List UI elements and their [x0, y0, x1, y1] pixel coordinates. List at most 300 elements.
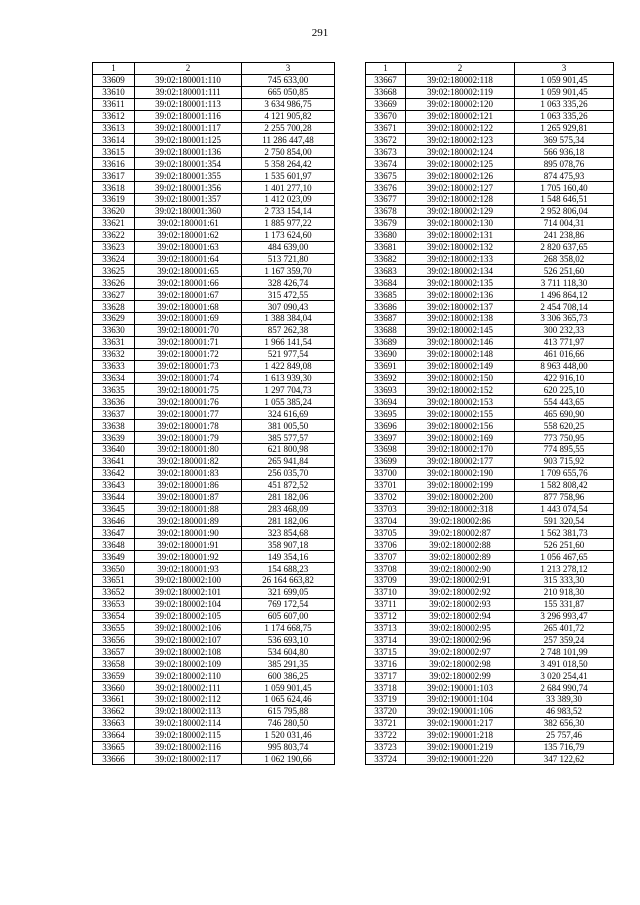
cadastral-number-cell: 39:02:180001:90	[135, 527, 242, 539]
table-row	[366, 622, 614, 634]
row-number-cell: 33670	[366, 110, 406, 122]
row-number-cell: 33644	[93, 491, 135, 503]
cadastral-number-cell: 39:02:180002:169	[406, 432, 515, 444]
cadastral-number-cell: 39:02:180001:357	[135, 193, 242, 205]
table-row	[93, 324, 335, 336]
cadastral-number-cell: 39:02:180002:134	[406, 265, 515, 277]
value-cell: 1 065 624,46	[242, 694, 335, 706]
table-row	[93, 586, 335, 598]
cadastral-number-cell: 39:02:180002:86	[406, 515, 515, 527]
row-number-cell: 33657	[93, 646, 135, 658]
value-cell: 25 757,46	[515, 729, 614, 741]
cadastral-number-cell: 39:02:180002:116	[135, 741, 242, 753]
cadastral-number-cell: 39:02:180002:115	[135, 729, 242, 741]
row-number-cell: 33721	[366, 717, 406, 729]
row-number-cell: 33650	[93, 563, 135, 575]
cadastral-number-cell: 39:02:190001:219	[406, 741, 515, 753]
value-cell: 155 331,87	[515, 598, 614, 610]
table-row	[93, 289, 335, 301]
row-number-cell: 33723	[366, 741, 406, 753]
table-row	[93, 420, 335, 432]
row-number-cell: 33686	[366, 301, 406, 313]
value-cell: 1 063 335,26	[515, 110, 614, 122]
cadastral-number-cell: 39:02:180002:155	[406, 408, 515, 420]
row-number-cell: 33621	[93, 217, 135, 229]
cadastral-number-cell: 39:02:180002:88	[406, 539, 515, 551]
row-number-cell: 33661	[93, 694, 135, 706]
row-number-cell: 33702	[366, 491, 406, 503]
cadastral-number-cell: 39:02:180002:138	[406, 313, 515, 325]
value-cell: 1 562 381,73	[515, 527, 614, 539]
cadastral-number-cell: 39:02:180002:177	[406, 455, 515, 467]
row-number-cell: 33623	[93, 241, 135, 253]
row-number-cell: 33710	[366, 586, 406, 598]
row-number-cell: 33624	[93, 253, 135, 265]
column-header-3: 3	[515, 63, 614, 75]
cadastral-number-cell: 39:02:180002:112	[135, 694, 242, 706]
cadastral-number-cell: 39:02:180002:123	[406, 134, 515, 146]
cadastral-number-cell: 39:02:180001:74	[135, 372, 242, 384]
value-cell: 1 535 601,97	[242, 170, 335, 182]
row-number-cell: 33648	[93, 539, 135, 551]
value-cell: 265 941,84	[242, 455, 335, 467]
table-row	[93, 313, 335, 325]
value-cell: 665 050,85	[242, 86, 335, 98]
value-cell: 11 286 447,48	[242, 134, 335, 146]
cadastral-number-cell: 39:02:180002:87	[406, 527, 515, 539]
row-number-cell: 33610	[93, 86, 135, 98]
row-number-cell: 33617	[93, 170, 135, 182]
cadastral-number-cell: 39:02:180001:64	[135, 253, 242, 265]
table-row	[366, 408, 614, 420]
value-cell: 385 291,35	[242, 658, 335, 670]
table-row	[93, 241, 335, 253]
row-number-cell: 33660	[93, 682, 135, 694]
table-row	[93, 146, 335, 158]
row-number-cell: 33643	[93, 479, 135, 491]
row-number-cell: 33659	[93, 670, 135, 682]
cadastral-number-cell: 39:02:180002:130	[406, 217, 515, 229]
value-cell: 566 936,18	[515, 146, 614, 158]
table-row	[366, 563, 614, 575]
cadastral-number-cell: 39:02:180002:190	[406, 467, 515, 479]
cadastral-number-cell: 39:02:180002:97	[406, 646, 515, 658]
value-cell: 307 090,43	[242, 301, 335, 313]
value-cell: 2 748 101,99	[515, 646, 614, 658]
value-cell: 210 918,30	[515, 586, 614, 598]
row-number-cell: 33609	[93, 74, 135, 86]
cadastral-number-cell: 39:02:180001:83	[135, 467, 242, 479]
value-cell: 1 059 901,45	[515, 86, 614, 98]
cadastral-number-cell: 39:02:180002:119	[406, 86, 515, 98]
cadastral-number-cell: 39:02:180001:116	[135, 110, 242, 122]
row-number-cell: 33679	[366, 217, 406, 229]
table-row	[366, 444, 614, 456]
value-cell: 857 262,38	[242, 324, 335, 336]
value-cell: 281 182,06	[242, 515, 335, 527]
row-number-cell: 33656	[93, 634, 135, 646]
value-cell: 895 078,76	[515, 158, 614, 170]
row-number-cell: 33638	[93, 420, 135, 432]
table-row	[93, 74, 335, 86]
table-row	[93, 205, 335, 217]
cadastral-number-cell: 39:02:180001:76	[135, 396, 242, 408]
cadastral-number-cell: 39:02:180002:104	[135, 598, 242, 610]
value-cell: 358 907,18	[242, 539, 335, 551]
cadastral-number-cell: 39:02:180002:152	[406, 384, 515, 396]
row-number-cell: 33691	[366, 360, 406, 372]
cadastral-number-cell: 39:02:180001:75	[135, 384, 242, 396]
row-number-cell: 33687	[366, 313, 406, 325]
row-number-cell: 33635	[93, 384, 135, 396]
cadastral-number-cell: 39:02:180001:113	[135, 98, 242, 110]
cadastral-number-cell: 39:02:180002:120	[406, 98, 515, 110]
value-cell: 1 548 646,51	[515, 193, 614, 205]
table-row	[93, 277, 335, 289]
row-number-cell: 33695	[366, 408, 406, 420]
value-cell: 1 401 277,10	[242, 182, 335, 194]
table-row	[366, 372, 614, 384]
cadastral-number-cell: 39:02:180002:148	[406, 348, 515, 360]
row-number-cell: 33693	[366, 384, 406, 396]
cadastral-number-cell: 39:02:180002:129	[406, 205, 515, 217]
table-row	[366, 491, 614, 503]
cadastral-number-cell: 39:02:190001:217	[406, 717, 515, 729]
value-cell: 769 172,54	[242, 598, 335, 610]
table-row	[93, 598, 335, 610]
table-row	[93, 658, 335, 670]
row-number-cell: 33653	[93, 598, 135, 610]
table-row	[366, 396, 614, 408]
table-row	[366, 432, 614, 444]
table-row	[366, 313, 614, 325]
value-cell: 3 296 993,47	[515, 610, 614, 622]
row-number-cell: 33717	[366, 670, 406, 682]
table-row	[93, 396, 335, 408]
cadastral-number-cell: 39:02:190001:106	[406, 705, 515, 717]
row-number-cell: 33641	[93, 455, 135, 467]
value-cell: 8 963 448,00	[515, 360, 614, 372]
value-cell: 1 062 190,66	[242, 753, 335, 765]
value-cell: 451 872,52	[242, 479, 335, 491]
cadastral-number-cell: 39:02:180001:91	[135, 539, 242, 551]
cadastral-number-cell: 39:02:180001:72	[135, 348, 242, 360]
row-number-cell: 33646	[93, 515, 135, 527]
table-row	[366, 574, 614, 586]
row-number-cell: 33681	[366, 241, 406, 253]
page-number: 291	[311, 27, 329, 39]
row-number-cell: 33668	[366, 86, 406, 98]
value-cell: 2 820 637,65	[515, 241, 614, 253]
cadastral-number-cell: 39:02:180002:200	[406, 491, 515, 503]
cadastral-number-cell: 39:02:180002:98	[406, 658, 515, 670]
row-number-cell: 33615	[93, 146, 135, 158]
table-row	[93, 110, 335, 122]
table-row	[93, 741, 335, 753]
table-row	[366, 289, 614, 301]
cadastral-number-cell: 39:02:180002:106	[135, 622, 242, 634]
row-number-cell: 33647	[93, 527, 135, 539]
table-row	[93, 265, 335, 277]
cadastral-number-cell: 39:02:180002:107	[135, 634, 242, 646]
row-number-cell: 33697	[366, 432, 406, 444]
value-cell: 33 389,30	[515, 694, 614, 706]
cadastral-number-cell: 39:02:180002:94	[406, 610, 515, 622]
value-cell: 1 709 655,76	[515, 467, 614, 479]
table-row	[366, 265, 614, 277]
value-cell: 1 705 160,40	[515, 182, 614, 194]
table-row	[366, 134, 614, 146]
row-number-cell: 33642	[93, 467, 135, 479]
row-number-cell: 33613	[93, 122, 135, 134]
row-number-cell: 33709	[366, 574, 406, 586]
row-number-cell: 33712	[366, 610, 406, 622]
row-number-cell: 33658	[93, 658, 135, 670]
table-row	[93, 182, 335, 194]
row-number-cell: 33680	[366, 229, 406, 241]
cadastral-number-cell: 39:02:180002:111	[135, 682, 242, 694]
table-row	[366, 634, 614, 646]
cadastral-number-cell: 39:02:180002:100	[135, 574, 242, 586]
cadastral-number-cell: 39:02:180002:121	[406, 110, 515, 122]
table-row	[93, 86, 335, 98]
table-row	[93, 717, 335, 729]
row-number-cell: 33704	[366, 515, 406, 527]
value-cell: 283 468,09	[242, 503, 335, 515]
cadastral-number-cell: 39:02:180002:150	[406, 372, 515, 384]
cadastral-number-cell: 39:02:180002:110	[135, 670, 242, 682]
value-cell: 1 885 977,22	[242, 217, 335, 229]
row-number-cell: 33629	[93, 313, 135, 325]
row-number-cell: 33724	[366, 753, 406, 765]
value-cell: 1 059 901,45	[242, 682, 335, 694]
value-cell: 2 255 700,28	[242, 122, 335, 134]
cadastral-number-cell: 39:02:180001:88	[135, 503, 242, 515]
value-cell: 1 966 141,54	[242, 336, 335, 348]
table-row	[93, 694, 335, 706]
cadastral-number-cell: 39:02:180002:99	[406, 670, 515, 682]
row-number-cell: 33622	[93, 229, 135, 241]
table-row	[366, 658, 614, 670]
value-cell: 2 952 806,04	[515, 205, 614, 217]
cadastral-number-cell: 39:02:180001:80	[135, 444, 242, 456]
row-number-cell: 33700	[366, 467, 406, 479]
cadastral-number-cell: 39:02:180001:62	[135, 229, 242, 241]
row-number-cell: 33696	[366, 420, 406, 432]
value-cell: 1 297 704,73	[242, 384, 335, 396]
value-cell: 558 620,25	[515, 420, 614, 432]
row-number-cell: 33619	[93, 193, 135, 205]
value-cell: 591 320,54	[515, 515, 614, 527]
value-cell: 2 750 854,00	[242, 146, 335, 158]
value-cell: 3 491 018,50	[515, 658, 614, 670]
table-row	[366, 515, 614, 527]
table-row	[366, 682, 614, 694]
value-cell: 465 690,90	[515, 408, 614, 420]
cadastral-number-cell: 39:02:180001:110	[135, 74, 242, 86]
value-cell: 268 358,02	[515, 253, 614, 265]
cadastral-number-cell: 39:02:180002:122	[406, 122, 515, 134]
value-cell: 1 167 359,70	[242, 265, 335, 277]
column-header-3: 3	[242, 63, 335, 75]
table-row	[93, 503, 335, 515]
table-row	[93, 563, 335, 575]
table-row	[93, 193, 335, 205]
cadastral-number-cell: 39:02:180002:117	[135, 753, 242, 765]
value-cell: 369 575,34	[515, 134, 614, 146]
table-row	[366, 217, 614, 229]
table-row	[93, 432, 335, 444]
cadastral-number-cell: 39:02:180002:146	[406, 336, 515, 348]
value-cell: 1 496 864,12	[515, 289, 614, 301]
row-number-cell: 33706	[366, 539, 406, 551]
row-number-cell: 33719	[366, 694, 406, 706]
table-row	[93, 122, 335, 134]
row-number-cell: 33649	[93, 551, 135, 563]
value-cell: 513 721,80	[242, 253, 335, 265]
cadastral-number-cell: 39:02:180001:63	[135, 241, 242, 253]
row-number-cell: 33718	[366, 682, 406, 694]
row-number-cell: 33632	[93, 348, 135, 360]
row-number-cell: 33675	[366, 170, 406, 182]
row-number-cell: 33651	[93, 574, 135, 586]
cadastral-number-cell: 39:02:180002:114	[135, 717, 242, 729]
table-row	[366, 598, 614, 610]
table-row	[93, 539, 335, 551]
table-row	[93, 634, 335, 646]
table-row	[366, 98, 614, 110]
table-row	[93, 574, 335, 586]
table-row	[366, 360, 614, 372]
cadastral-number-cell: 39:02:190001:104	[406, 694, 515, 706]
cadastral-number-cell: 39:02:180001:354	[135, 158, 242, 170]
table-row	[93, 515, 335, 527]
row-number-cell: 33652	[93, 586, 135, 598]
table-row	[93, 753, 335, 765]
value-cell: 315 472,55	[242, 289, 335, 301]
table-row	[366, 455, 614, 467]
table-row	[93, 301, 335, 313]
row-number-cell: 33714	[366, 634, 406, 646]
value-cell: 714 004,31	[515, 217, 614, 229]
row-number-cell: 33711	[366, 598, 406, 610]
column-header-1: 1	[93, 63, 135, 75]
row-number-cell: 33684	[366, 277, 406, 289]
row-number-cell: 33674	[366, 158, 406, 170]
table-row	[93, 444, 335, 456]
value-cell: 315 333,30	[515, 574, 614, 586]
table-row	[366, 479, 614, 491]
row-number-cell: 33677	[366, 193, 406, 205]
column-header-2: 2	[135, 63, 242, 75]
row-number-cell: 33705	[366, 527, 406, 539]
table-row	[93, 229, 335, 241]
row-number-cell: 33708	[366, 563, 406, 575]
row-number-cell: 33634	[93, 372, 135, 384]
table-row	[366, 336, 614, 348]
value-cell: 745 633,00	[242, 74, 335, 86]
table-row	[366, 753, 614, 765]
table-row	[93, 170, 335, 182]
value-cell: 3 711 118,30	[515, 277, 614, 289]
cadastral-number-cell: 39:02:180002:90	[406, 563, 515, 575]
row-number-cell: 33645	[93, 503, 135, 515]
table-row	[93, 360, 335, 372]
row-number-cell: 33672	[366, 134, 406, 146]
value-cell: 1 613 939,30	[242, 372, 335, 384]
row-number-cell: 33663	[93, 717, 135, 729]
value-cell: 1 059 901,45	[515, 74, 614, 86]
cadastral-number-cell: 39:02:180002:89	[406, 551, 515, 563]
cadastral-number-cell: 39:02:180002:101	[135, 586, 242, 598]
value-cell: 521 977,54	[242, 348, 335, 360]
row-number-cell: 33637	[93, 408, 135, 420]
value-cell: 484 639,00	[242, 241, 335, 253]
cadastral-number-cell: 39:02:180001:356	[135, 182, 242, 194]
table-row	[366, 420, 614, 432]
cadastral-number-cell: 39:02:180001:68	[135, 301, 242, 313]
table-row	[366, 646, 614, 658]
cadastral-number-cell: 39:02:180002:132	[406, 241, 515, 253]
cadastral-number-cell: 39:02:180002:170	[406, 444, 515, 456]
row-number-cell: 33625	[93, 265, 135, 277]
value-cell: 3 634 986,75	[242, 98, 335, 110]
value-cell: 324 616,69	[242, 408, 335, 420]
column-header-1: 1	[366, 63, 406, 75]
value-cell: 46 983,52	[515, 705, 614, 717]
cadastral-number-cell: 39:02:180002:135	[406, 277, 515, 289]
value-cell: 774 895,55	[515, 444, 614, 456]
row-number-cell: 33614	[93, 134, 135, 146]
cadastral-number-cell: 39:02:180002:156	[406, 420, 515, 432]
table-row	[93, 217, 335, 229]
cadastral-number-cell: 39:02:180002:118	[406, 74, 515, 86]
value-cell: 615 795,88	[242, 705, 335, 717]
row-number-cell: 33707	[366, 551, 406, 563]
cadastral-number-cell: 39:02:180002:108	[135, 646, 242, 658]
row-number-cell: 33673	[366, 146, 406, 158]
value-cell: 385 577,57	[242, 432, 335, 444]
row-number-cell: 33611	[93, 98, 135, 110]
cadastral-number-cell: 39:02:180001:70	[135, 324, 242, 336]
value-cell: 422 916,10	[515, 372, 614, 384]
table-row	[366, 717, 614, 729]
value-cell: 382 656,30	[515, 717, 614, 729]
value-cell: 5 358 264,42	[242, 158, 335, 170]
cadastral-number-cell: 39:02:180001:82	[135, 455, 242, 467]
table-row	[93, 98, 335, 110]
table-row	[366, 277, 614, 289]
table-row	[93, 455, 335, 467]
value-cell: 1 582 808,42	[515, 479, 614, 491]
row-number-cell: 33715	[366, 646, 406, 658]
value-cell: 534 604,80	[242, 646, 335, 658]
value-cell: 26 164 663,82	[242, 574, 335, 586]
cadastral-number-cell: 39:02:180002:137	[406, 301, 515, 313]
table-row	[366, 205, 614, 217]
cadastral-number-cell: 39:02:180001:73	[135, 360, 242, 372]
table-row	[93, 479, 335, 491]
table-row	[93, 682, 335, 694]
table-row	[93, 729, 335, 741]
cadastral-number-cell: 39:02:180001:65	[135, 265, 242, 277]
cadastral-number-cell: 39:02:180001:125	[135, 134, 242, 146]
cadastral-number-cell: 39:02:180001:78	[135, 420, 242, 432]
table-row	[366, 694, 614, 706]
value-cell: 1 174 668,75	[242, 622, 335, 634]
cadastral-number-cell: 39:02:180002:93	[406, 598, 515, 610]
row-number-cell: 33678	[366, 205, 406, 217]
